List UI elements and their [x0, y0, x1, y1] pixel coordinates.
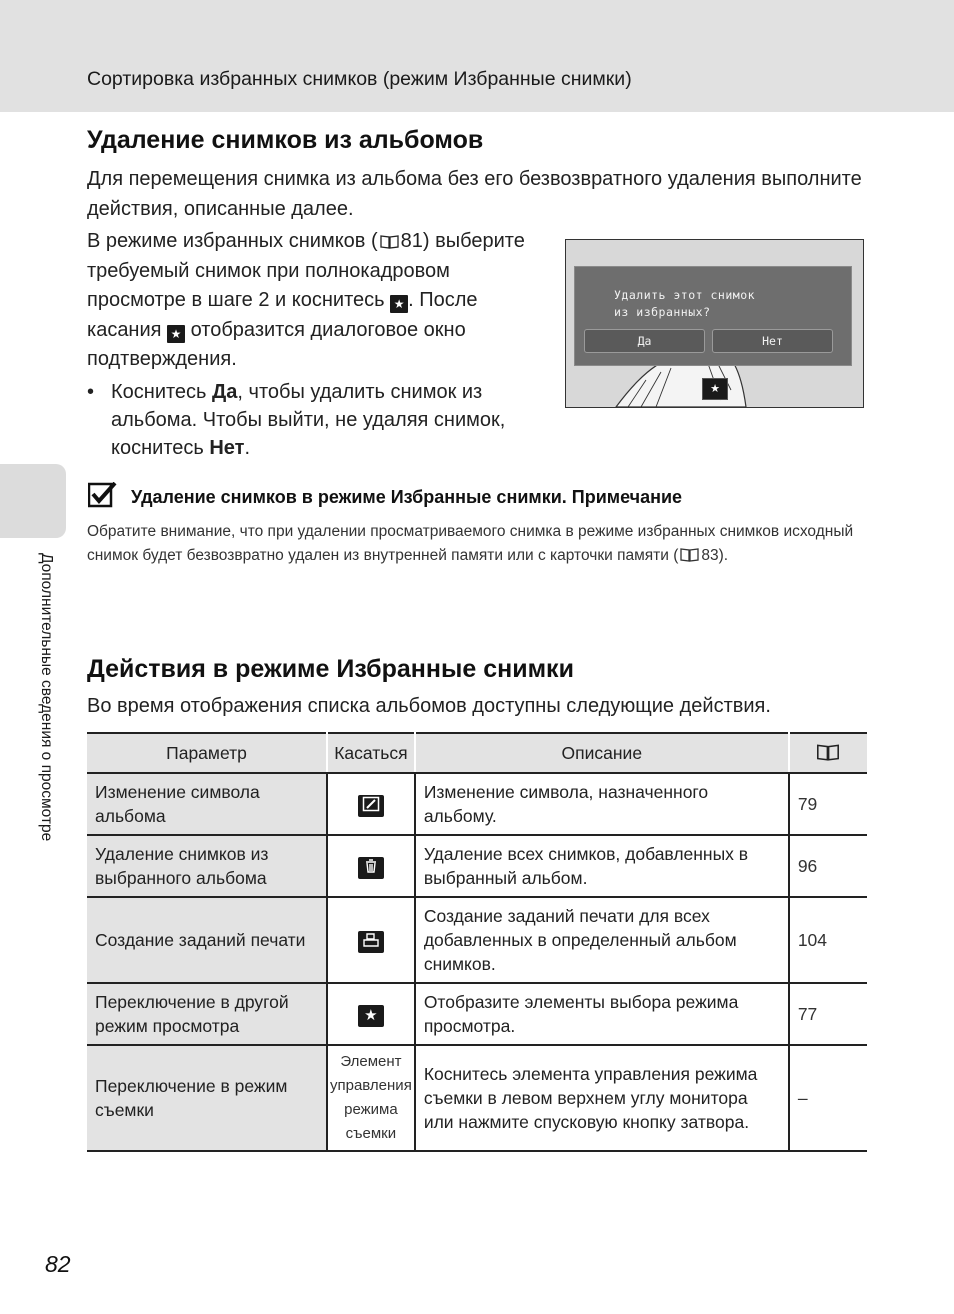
- trash-icon[interactable]: [358, 857, 384, 879]
- print-order-icon[interactable]: [358, 931, 384, 953]
- row-desc: Удаление всех снимков, добавленных в выбранный альбом.: [415, 835, 789, 897]
- favorite-star-icon[interactable]: ★: [702, 378, 728, 400]
- table-row: [87, 1045, 867, 1151]
- book-ref-icon: [816, 743, 840, 761]
- table-row: [87, 835, 867, 897]
- column-header-ref: [789, 733, 867, 773]
- row-ref: 79: [789, 773, 867, 835]
- confirm-dialog: [574, 266, 852, 366]
- row-param: Переключение в другой режим просмотра: [87, 983, 327, 1045]
- table-row: [87, 773, 867, 835]
- bullet-dot: •: [87, 381, 95, 403]
- shooting-mode-control-text: Элемент управления режима съемки: [330, 1053, 412, 1142]
- row-desc: Отобразите элементы выбора режима просмотра.: [415, 983, 789, 1045]
- checkmark-note-icon: [88, 482, 118, 510]
- row-desc: Создание заданий печати для всех добавленных в определенный альбом снимков.: [415, 897, 789, 983]
- row-ref: –: [789, 1045, 867, 1151]
- table-row: [87, 897, 867, 983]
- column-header-param: Параметр: [87, 733, 327, 773]
- header-title: Сортировка избранных снимков (режим Избранные снимки): [87, 68, 632, 90]
- favorite-star-icon[interactable]: ★: [358, 1005, 384, 1027]
- row-desc: Изменение символа, назначенного альбому.: [415, 773, 789, 835]
- section-intro: Для перемещения снимка из альбома без его безвозвратного удаления выполните действия, описанные далее.: [87, 168, 862, 220]
- page-number: 82: [45, 1251, 71, 1277]
- section-intro: Во время отображения списка альбомов доступны следующие действия.: [87, 695, 771, 717]
- row-param: Удаление снимков из выбранного альбома: [87, 835, 327, 897]
- instruction-paragraph: В режиме избранных снимков ( 81) выберите требуемый снимок при полнокадровом просмотре в шаге 2 и коснитесь ★ . После касания ★ отобразится диалоговое окно подтверждения.: [87, 230, 525, 370]
- note-title: Удаление снимков в режиме Избранные снимки. Примечание: [131, 487, 683, 507]
- side-tab: [0, 464, 66, 538]
- book-ref-icon: [680, 547, 699, 562]
- dialog-yes-button[interactable]: Да: [584, 329, 705, 353]
- row-desc: Коснитесь элемента управления режима съемки в левом верхнем углу монитора или нажмите спусковую кнопку затвора.: [415, 1045, 789, 1151]
- row-param: Создание заданий печати: [87, 897, 327, 983]
- row-param: Изменение символа альбома: [87, 773, 327, 835]
- table-row: [87, 983, 867, 1045]
- side-tab-label: Дополнительные сведения о просмотре: [38, 553, 55, 842]
- row-ref: 96: [789, 835, 867, 897]
- favorite-star-icon: ★: [390, 295, 408, 313]
- row-ref: 104: [789, 897, 867, 983]
- dialog-message: Удалить этот снимок из избранных?: [614, 288, 756, 319]
- favorite-star-icon: ★: [167, 325, 185, 343]
- camera-screen-illustration: [565, 239, 864, 408]
- section-heading-actions: Действия в режиме Избранные снимки: [87, 655, 574, 683]
- page-header: [0, 0, 954, 112]
- actions-table: [87, 732, 867, 1152]
- row-param: Переключение в режим съемки: [87, 1045, 327, 1151]
- table-header-row: [87, 733, 867, 773]
- edit-symbol-icon[interactable]: [358, 795, 384, 817]
- column-header-desc: Описание: [415, 733, 789, 773]
- book-ref-icon: [380, 234, 399, 249]
- note-body: Обратите внимание, что при удалении просматриваемого снимка в режиме избранных снимков исходный снимок будет безвозвратно удален из внутренней памяти или с карточки памяти ( 83).: [87, 523, 854, 564]
- row-ref: 77: [789, 983, 867, 1045]
- dialog-no-button[interactable]: Нет: [712, 329, 833, 353]
- section-heading-remove: Удаление снимков из альбомов: [87, 126, 484, 154]
- column-header-touch: Касаться: [327, 733, 415, 773]
- bullet-item: • Коснитесь Да, чтобы удалить снимок из альбома. Чтобы выйти, не удаляя снимок, коснитесь Нет.: [87, 378, 527, 462]
